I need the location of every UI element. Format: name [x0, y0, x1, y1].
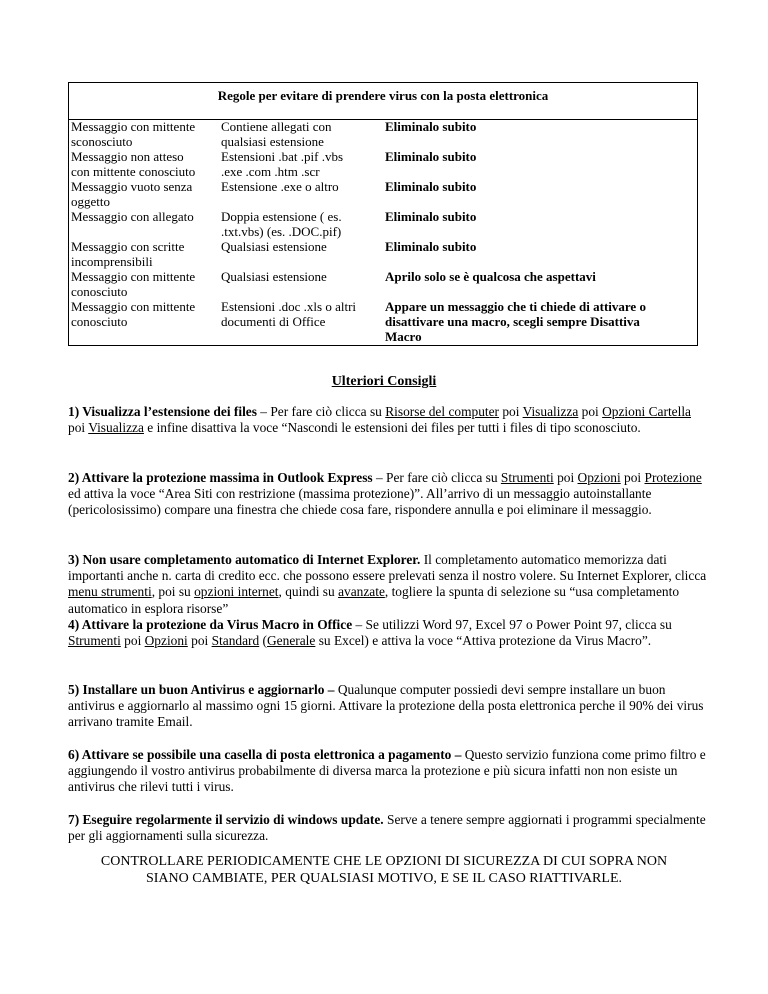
table-cell: disattivare una macro, scegli sempre Disattiva [385, 314, 640, 329]
table-cell: Eliminalo subito [385, 239, 477, 254]
tip-title: 3) Non usare completamento automatico di Internet Explorer. [68, 552, 421, 567]
tip-title: 5) Installare un buon Antivirus e aggiornarlo – [68, 682, 335, 697]
tip-2 [68, 470, 708, 519]
table-cell: Messaggio con mittente [71, 119, 196, 134]
table-cell [71, 225, 217, 240]
menu-reference: Strumenti [68, 633, 121, 649]
footer-line: CONTROLLARE PERIODICAMENTE CHE LE OPZIONI DI SICUREZZA DI CUI SOPRA NON [100, 854, 668, 869]
menu-reference: Opzioni [577, 470, 621, 485]
table-row [69, 120, 698, 346]
tip-text: , poi su [151, 584, 195, 600]
tip-text: ed attiva la voce “Area Siti con restrizione (massima protezione)”. All’arrivo di un messaggio autoinstallante (pericolosissimo) compare una finestra che chiede cosa fare, rispondere annulla e poi eliminare il messaggio. [68, 486, 652, 518]
table-cell: Contiene allegati con [221, 119, 332, 134]
table-cell: Macro [385, 329, 422, 344]
section-heading: Ulteriori Consigli [331, 374, 437, 389]
table-cell: Messaggio con allegato [71, 209, 194, 224]
footer-warning [0, 853, 768, 887]
tip-3 [68, 552, 708, 617]
table-cell: Qualsiasi estensione [221, 269, 327, 284]
table-cell: Aprilo solo se è qualcosa che aspettavi [385, 269, 596, 284]
table-cell: Messaggio con mittente [71, 269, 196, 284]
tip-text: poi [553, 470, 578, 485]
menu-reference: Visualizza [522, 404, 579, 419]
table-title: Regole per evitare di prendere virus con la posta elettronica [69, 83, 698, 120]
table-cell: Eliminalo subito [385, 149, 477, 164]
tip-text: su Excel) e attiva la voce “Attiva protezione da Virus Macro”. [315, 633, 652, 649]
tip-title: 6) Attivare se possibile una casella di posta elettronica a pagamento – [68, 747, 462, 762]
table-column-situation [69, 120, 220, 346]
tip-text: Il completamento automatico memorizza dati importanti anche n. carta di credito ecc. che possono essere prelevati senza il nostro volere. Su Internet Explorer, clicca [68, 552, 707, 584]
table-cell: Messaggio con scritte [71, 239, 185, 254]
tip-text: Serve a tenere sempre aggiornati i programmi specialmente per gli aggiornamenti sulla sicurezza. [68, 812, 706, 844]
table-cell [221, 330, 373, 345]
tip-title: 7) Eseguire regolarmente il servizio di windows update. [68, 812, 384, 827]
tip-text: , quindi su [278, 584, 339, 600]
table-cell: Eliminalo subito [385, 209, 477, 224]
table-cell [377, 225, 695, 240]
table-cell: Doppia estensione ( es. [221, 209, 342, 224]
table-cell [221, 255, 373, 270]
tip-text: , togliere la spunta di selezione su “usa completamento automatico in esplora risorse” [68, 584, 680, 616]
menu-reference: Standard [211, 633, 260, 649]
menu-reference: Opzioni [144, 633, 188, 649]
rules-table [68, 82, 698, 346]
table-cell: Eliminalo subito [385, 119, 477, 134]
tip-title: 1) Visualizza l’estensione dei files [68, 404, 257, 419]
table-cell: conosciuto [71, 284, 128, 299]
table-cell: Estensioni .doc .xls o altri [221, 299, 357, 314]
tip-text: poi [120, 633, 145, 649]
table-cell [71, 330, 217, 345]
tip-text: – Per fare ciò clicca su [256, 404, 386, 419]
menu-reference: Generale [267, 633, 316, 649]
tip-text: – Se utilizzi Word 97, Excel 97 o Power Point 97, clicca su [352, 617, 672, 632]
table-cell: Qualsiasi estensione [221, 239, 327, 254]
tip-5 [68, 682, 708, 731]
menu-reference: Opzioni Cartella [602, 404, 691, 419]
table-cell: .txt.vbs) (es. .DOC.pif) [221, 224, 342, 239]
table-cell: Appare un messaggio che ti chiede di attivare o [385, 299, 646, 314]
tip-text: poi [620, 470, 645, 485]
table-column-action [375, 120, 698, 346]
table-cell [221, 285, 373, 300]
tip-text: – Per fare ciò clicca su [372, 470, 501, 485]
table-cell: Eliminalo subito [385, 179, 477, 194]
table-cell: Estensioni .bat .pif .vbs [221, 149, 344, 164]
tip-7 [68, 812, 708, 844]
table-cell: Messaggio con mittente [71, 299, 196, 314]
menu-reference: Protezione [644, 470, 702, 485]
menu-reference: Strumenti [500, 470, 554, 485]
tip-text: poi [499, 404, 523, 419]
tip-text: poi [578, 404, 603, 419]
tip-title: 2) Attivare la protezione massima in Outlook Express [68, 470, 373, 485]
table-cell [377, 165, 695, 180]
tip-text: poi [187, 633, 212, 649]
table-cell: .exe .com .htm .scr [221, 164, 320, 179]
table-cell: Messaggio vuoto senza [71, 179, 193, 194]
tip-1 [68, 404, 708, 436]
table-cell: sconosciuto [71, 134, 133, 149]
table-cell: con mittente conosciuto [71, 164, 196, 179]
menu-reference: avanzate [338, 584, 385, 600]
table-cell [221, 195, 373, 210]
tip-text: ( [259, 633, 268, 649]
footer-line: SIANO CAMBIATE, PER QUALSIASI MOTIVO, E SE IL CASO RIATTIVARLE. [145, 871, 622, 886]
tip-text: Questo servizio funziona come primo filtro e aggiungendo il vostro antivirus probabilmente di diversa marca la protezione e più sicura infatti non non esiste un antivirus che rilevi tutti i virus. [68, 747, 706, 795]
table-cell: documenti di Office [221, 314, 326, 329]
tip-6 [68, 747, 708, 796]
table-cell: Estensione .exe o altro [221, 179, 339, 194]
table-cell: incomprensibili [71, 254, 153, 269]
table-cell: oggetto [71, 194, 110, 209]
menu-reference: menu strumenti [68, 584, 152, 600]
table-column-attachment [219, 120, 375, 346]
table-cell [377, 255, 695, 270]
tip-4 [68, 617, 708, 649]
menu-reference: opzioni internet [194, 584, 279, 600]
table-cell [377, 195, 695, 210]
table-cell: qualsiasi estensione [221, 134, 324, 149]
table-cell: conosciuto [71, 314, 128, 329]
table-cell: Messaggio non atteso [71, 149, 184, 164]
tip-text: e infine disattiva la voce “Nascondi le estensioni dei files per tutti i files di tipo sconosciuto. [143, 420, 641, 436]
menu-reference: Visualizza [88, 420, 144, 436]
table-cell [377, 285, 695, 300]
tip-text: poi [68, 420, 89, 436]
tip-text: Qualunque computer possiedi devi sempre installare un buon antivirus e aggiornarlo al massimo ogni 15 giorni. Attivare la protezione della posta elettronica perche il 90% dei virus arrivano tramite Email. [68, 682, 704, 730]
menu-reference: Risorse del computer [385, 404, 500, 419]
tip-title: 4) Attivare la protezione da Virus Macro in Office [68, 617, 353, 632]
table-cell [377, 135, 695, 150]
